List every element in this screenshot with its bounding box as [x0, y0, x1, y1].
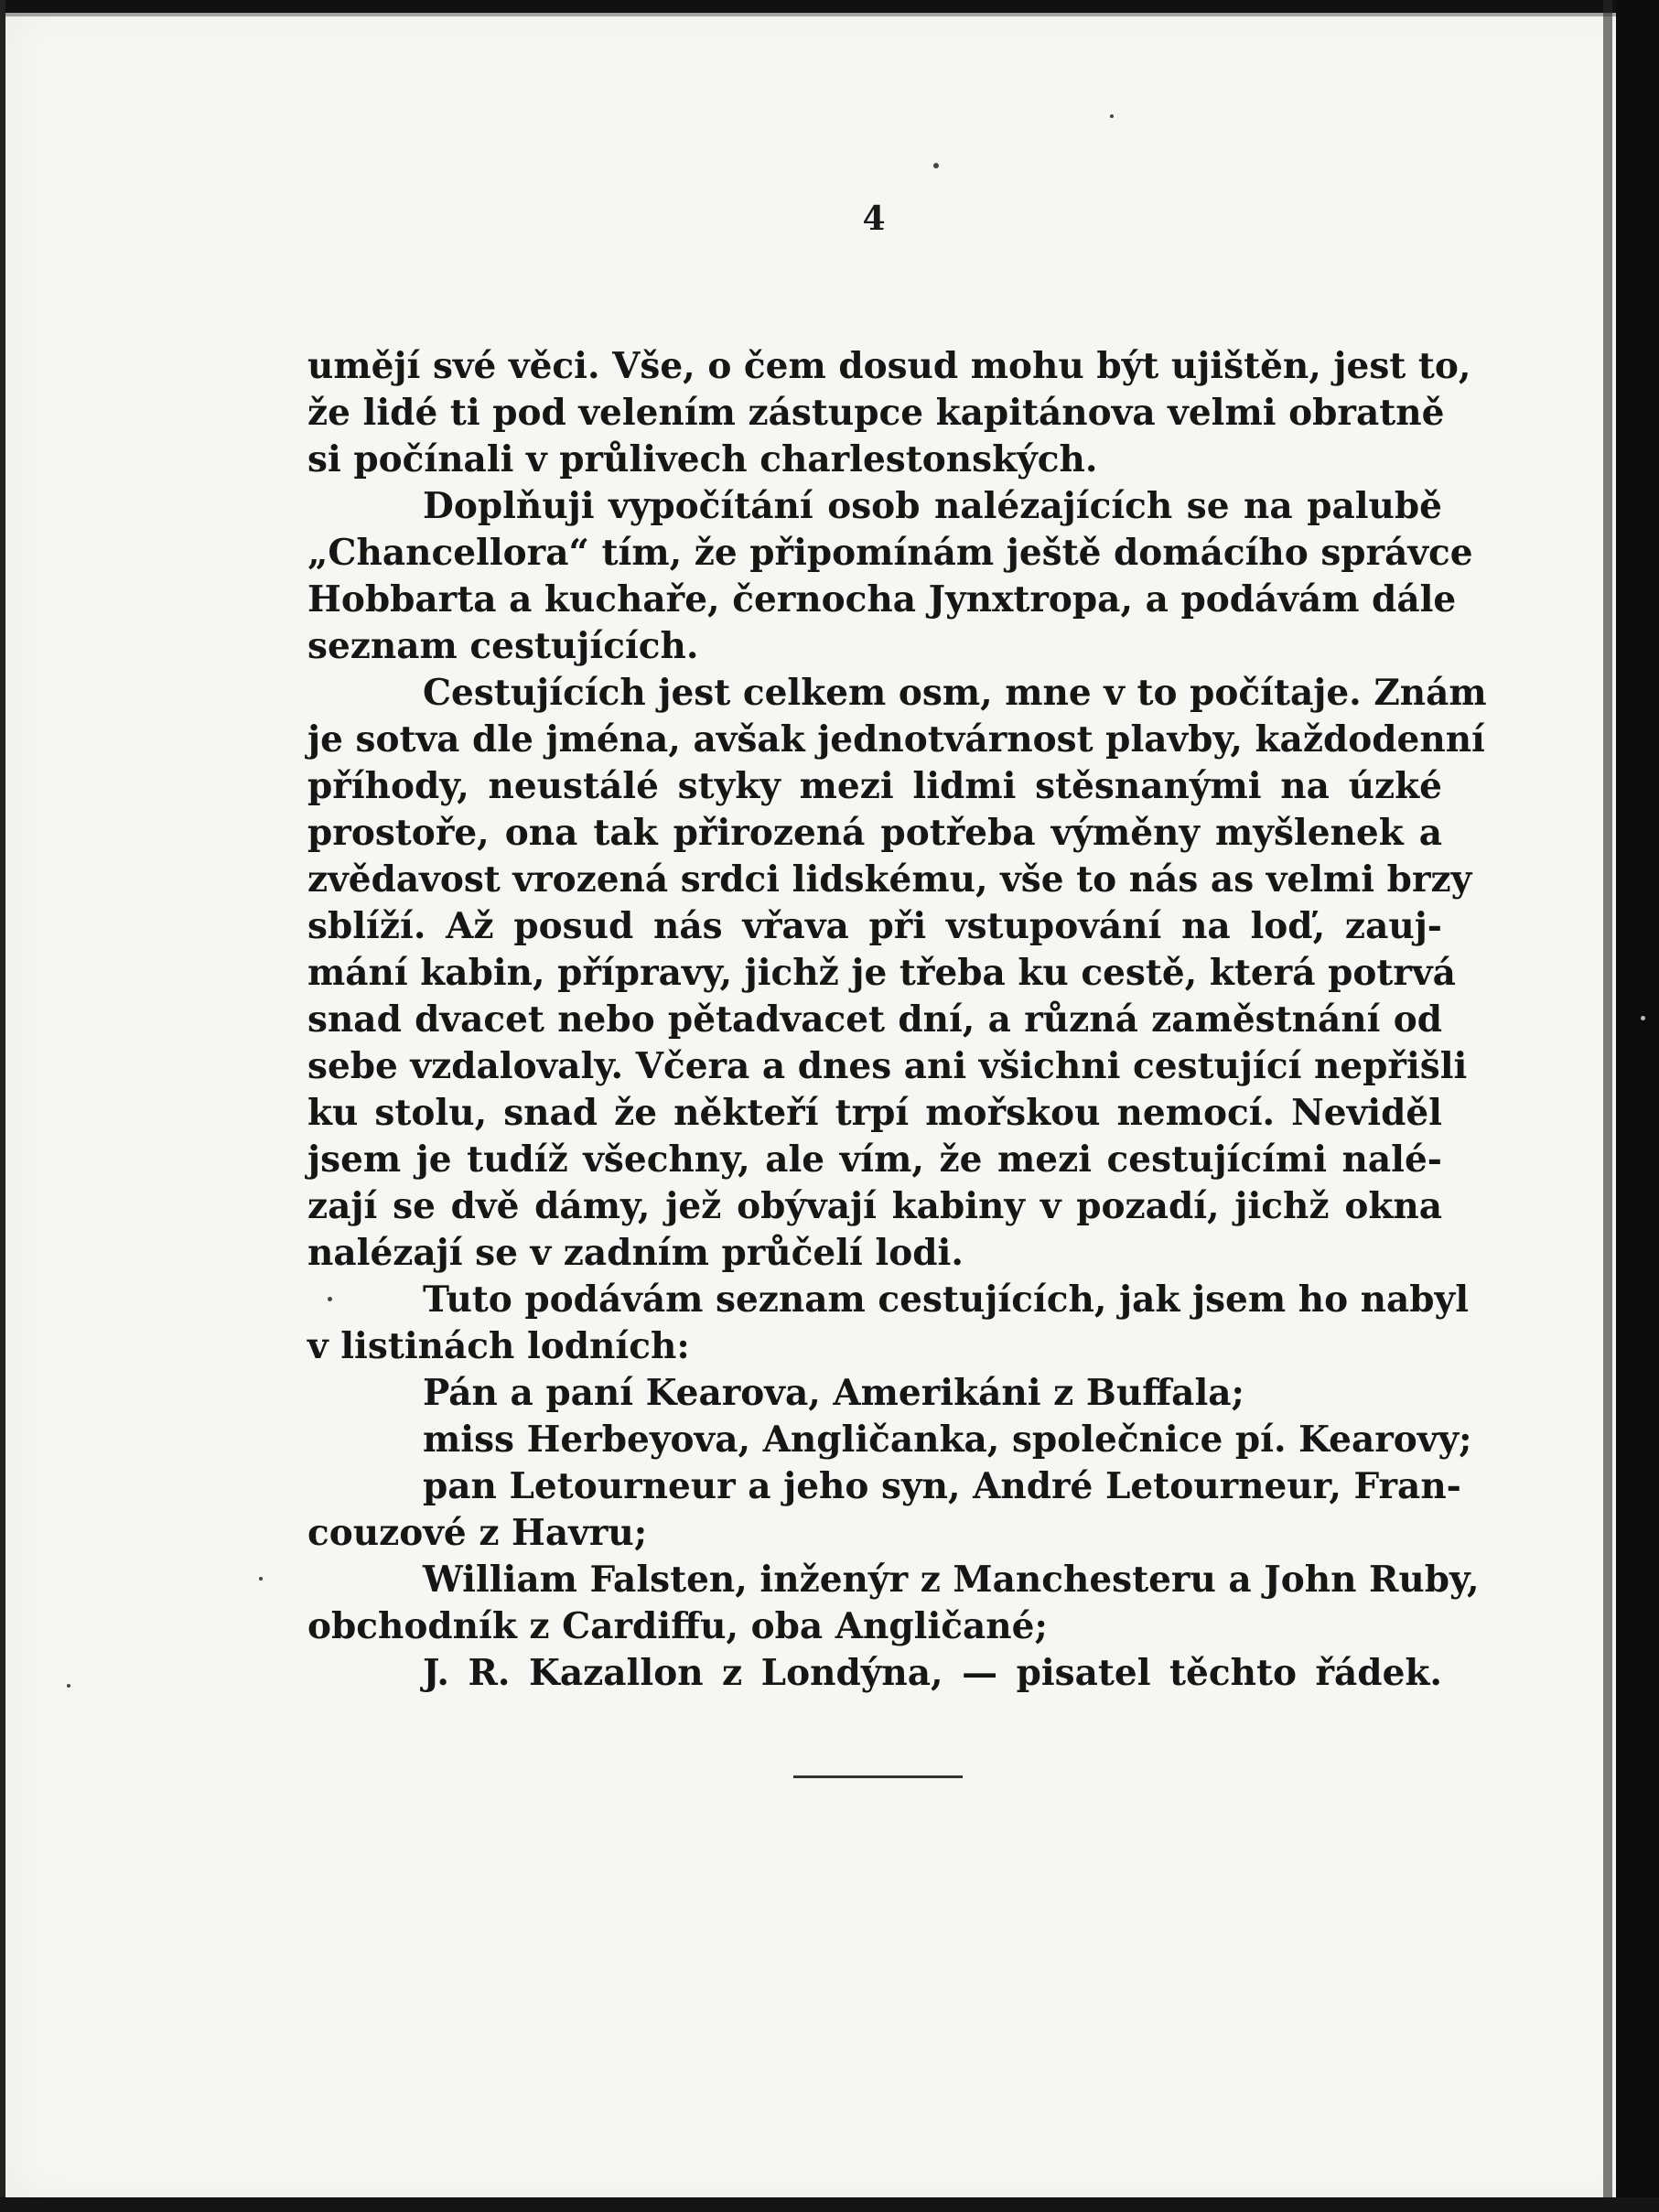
- text-line: Cestujících jest celkem osm, mne v to počítaje. Znám: [423, 672, 1487, 714]
- text-line: Pán a paní Kearova, Amerikáni z Buffala;: [423, 1372, 1244, 1414]
- text-line: Doplňuji vypočítání osob nalézajících se na palubě: [423, 485, 1442, 527]
- scan-bottom-edge: [0, 2197, 1659, 2212]
- scan-speck: [1641, 1016, 1645, 1020]
- text-line: je sotva dle jména, avšak jednotvárnost plavby, každodenní: [307, 718, 1485, 761]
- scan-speck: [67, 1684, 70, 1688]
- text-line: J. R. Kazallon z Londýna, — pisatel těchto řádek.: [423, 1652, 1442, 1694]
- text-line: že lidé ti pod velením zástupce kapitánova velmi obratně: [307, 392, 1445, 434]
- scan-left-edge: [0, 0, 5, 2212]
- scan-top-edge: [0, 0, 1659, 13]
- text-line: seznam cestujících.: [307, 625, 699, 667]
- text-line: snad dvacet nebo pětadvacet dní, a různá zaměstnání od: [307, 998, 1442, 1041]
- text-line: nalézají se v zadním průčelí lodi.: [307, 1232, 964, 1274]
- text-line: William Falsten, inženýr z Manchesteru a John Ruby,: [423, 1559, 1480, 1601]
- text-line: Tuto podávám seznam cestujících, jak jsem ho nabyl: [423, 1279, 1470, 1321]
- scan-top-shadow: [0, 13, 1659, 16]
- scan-speck: [328, 1297, 332, 1301]
- scan-right-edge: [1616, 0, 1659, 2212]
- text-line: prostoře, ona tak přirozená potřeba výměny myšlenek a: [307, 812, 1442, 854]
- closing-rule: [793, 1775, 963, 1778]
- text-line: jsem je tudíž všechny, ale vím, že mezi cestujícími nalé-: [307, 1138, 1442, 1181]
- text-line: pan Letourneur a jeho syn, André Letourneur, Fran-: [423, 1465, 1461, 1507]
- body-text: [307, 343, 1487, 1697]
- text-line: umějí své věci. Vše, o čem dosud mohu být ujištěn, jest to,: [307, 345, 1471, 387]
- scan-speck: [259, 1577, 263, 1581]
- text-line: zají se dvě dámy, jež obývají kabiny v pozadí, jichž okna: [307, 1185, 1442, 1227]
- scan-right-shadow: [1603, 0, 1612, 2212]
- text-line: miss Herbeyova, Angličanka, společnice pí. Kearovy;: [423, 1419, 1472, 1461]
- text-line: couzové z Havru;: [307, 1512, 648, 1554]
- scan-speck: [1110, 114, 1114, 118]
- scan-speck: [933, 163, 939, 168]
- text-line: sblíží. Až posud nás vřava při vstupování na loď, zauj-: [307, 905, 1442, 947]
- text-line: mání kabin, přípravy, jichž je třeba ku cestě, která potrvá: [307, 952, 1456, 994]
- text-line: „Chancellora“ tím, že připomínám ještě domácího správce: [307, 532, 1473, 574]
- text-line: sebe vzdalovaly. Včera a dnes ani všichni cestující nepřišli: [307, 1045, 1468, 1087]
- text-line: příhody, neustálé styky mezi lidmi stěsnanými na úzké: [307, 765, 1442, 807]
- text-line: obchodník z Cardiffu, oba Angličané;: [307, 1605, 1048, 1647]
- text-line: v listinách lodních:: [307, 1325, 690, 1367]
- text-line: si počínali v průlivech charlestonských.: [307, 438, 1098, 480]
- text-line: zvědavost vrozená srdci lidskému, vše to nás as velmi brzy: [307, 858, 1472, 901]
- text-line: Hobbarta a kuchaře, černocha Jynxtropa, a podávám dále: [307, 578, 1457, 620]
- text-line: ku stolu, snad že někteří trpí mořskou nemocí. Neviděl: [307, 1092, 1442, 1134]
- page-number: 4: [862, 200, 886, 238]
